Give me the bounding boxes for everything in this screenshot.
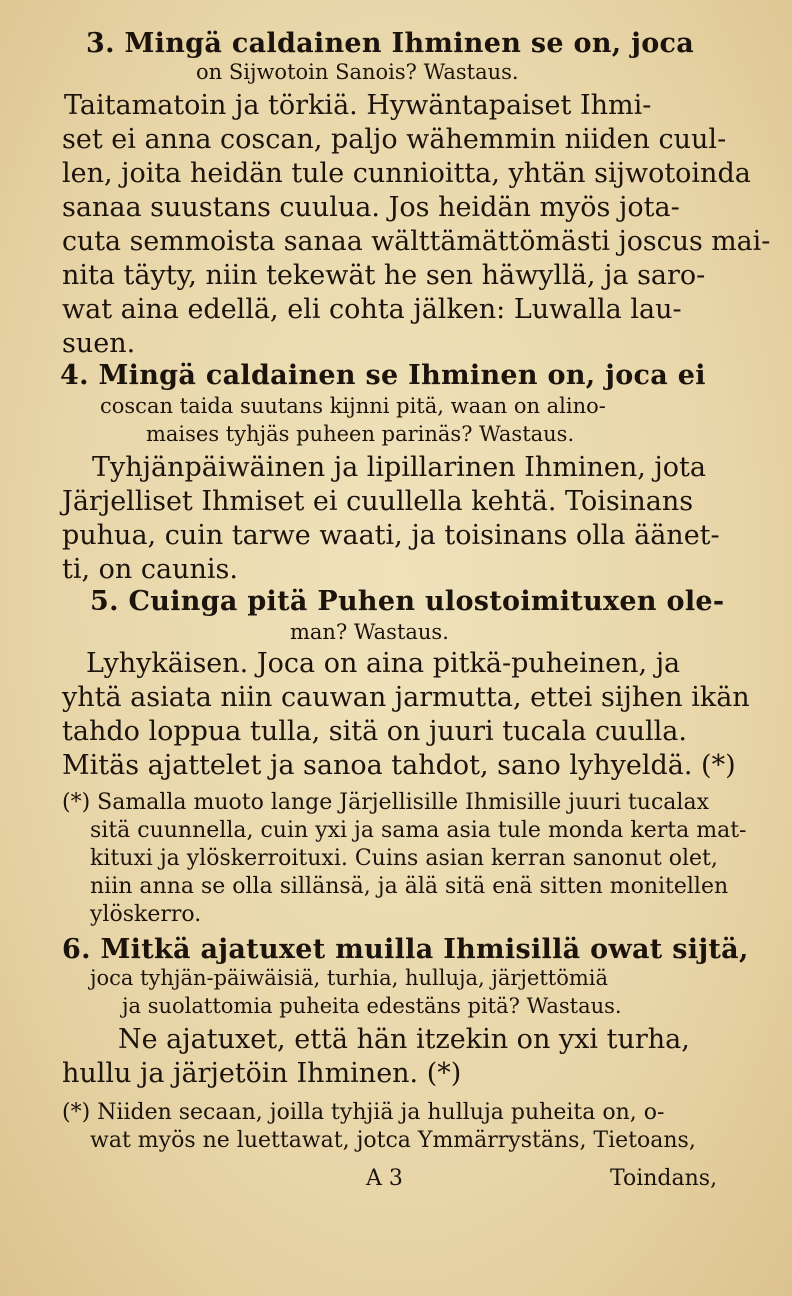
section-6-question-line-2: joca tyhjän-päiwäisiä, turhia, hulluja, järjettömiä (90, 966, 609, 990)
section-3-number: 3. (86, 28, 115, 59)
footnote-1-line-4: niin anna se olla sillänsä, ja älä sitä enä sitten monitellen (90, 874, 729, 899)
section-6-answer-line-1: Ne ajatuxet, että hän itzekin on yxi turha, (118, 1024, 690, 1055)
footnote-1-line-2: sitä cuunnella, cuin yxi ja sama asia tule monda kerta mat- (90, 818, 747, 843)
section-5-question-line-1 (90, 586, 724, 617)
section-5-answer-line-1: Lyhykäisen. Joca on aina pitkä-puheinen, ja (86, 648, 681, 679)
section-4-question-line-3: maises tyhjäs puheen parinäs? Wastaus. (146, 422, 575, 446)
footnote-1-line-1: (*) Samalla muoto lange Järjellisille Ihmisille juuri tucalax (62, 790, 709, 815)
section-6-question-text: Mitkä ajatuxet muilla Ihmisillä owat sijtä, (100, 934, 749, 965)
footnote-2-line-2: wat myös ne luettawat, jotca Ymmärrystäns, Tietoans, (90, 1128, 696, 1153)
section-3-answer-line-2: set ei anna coscan, paljo wähemmin niiden cuul- (62, 124, 727, 155)
section-3-answer-line-6: nita täyty, niin tekewät he sen häwyllä, ja saro- (62, 260, 706, 291)
section-4-answer-line-3: puhua, cuin tarwe waati, ja toisinans olla äänet- (62, 520, 720, 551)
section-3-question-line-2: on Sijwotoin Sanois? Wastaus. (196, 60, 519, 84)
section-3-question-text: Mingä caldainen Ihminen se on, joca (124, 28, 695, 59)
section-3-question-line-1 (86, 28, 694, 59)
section-5-question-text: Cuinga pitä Puhen ulostoimituxen ole- (128, 586, 725, 617)
section-4-question-text: Mingä caldainen se Ihminen on, joca ei (98, 360, 706, 391)
section-5-question-line-2: man? Wastaus. (290, 620, 449, 644)
section-6-answer-line-2: hullu ja järjetöin Ihminen. (*) (62, 1058, 462, 1089)
section-4-answer-line-4: ti, on caunis. (62, 554, 238, 585)
section-6-question-line-1 (62, 934, 749, 965)
section-4-question-line-2: coscan taida suutans kijnni pitä, waan on alino- (100, 394, 606, 418)
catchword: Toindans, (610, 1166, 718, 1191)
section-5-number: 5. (90, 586, 119, 617)
section-5-answer-line-4: Mitäs ajattelet ja sanoa tahdot, sano lyhyeldä. (*) (62, 750, 736, 781)
signature-mark: A 3 (366, 1166, 403, 1191)
section-3-answer-line-1: Taitamatoin ja törkiä. Hywäntapaiset Ihmi- (64, 90, 652, 121)
section-3-answer-line-5: cuta semmoista sanaa wälttämättömästi joscus mai- (62, 226, 771, 257)
section-4-answer-line-2: Järjelliset Ihmiset ei cuullella kehtä. Toisinans (62, 486, 694, 517)
footnote-2-line-1: (*) Niiden secaan, joilla tyhjiä ja hulluja puheita on, o- (62, 1100, 665, 1125)
section-3-answer-line-7: wat aina edellä, eli cohta jälken: Luwalla lau- (62, 294, 682, 325)
section-3-answer-line-8: suen. (62, 328, 136, 359)
section-5-answer-line-2: yhtä asiata niin cauwan jarmutta, ettei sijhen ikän (62, 682, 750, 713)
section-3-answer-line-3: len, joita heidän tule cunnioitta, yhtän sijwotoinda (62, 158, 751, 189)
section-4-question-line-1 (60, 360, 706, 391)
section-5-answer-line-3: tahdo loppua tulla, sitä on juuri tucala cuulla. (62, 716, 687, 747)
section-4-number: 4. (60, 360, 89, 391)
footnote-1-line-3: kituxi ja ylöskerroituxi. Cuins asian kerran sanonut olet, (90, 846, 718, 871)
section-6-number: 6. (62, 934, 91, 965)
footnote-1-line-5: ylöskerro. (90, 902, 202, 927)
section-4-answer-line-1: Tyhjänpäiwäinen ja lipillarinen Ihminen, jota (92, 452, 706, 483)
section-3-answer-line-4: sanaa suustans cuulua. Jos heidän myös jota- (62, 192, 680, 223)
section-6-question-line-3: ja suolattomia puheita edestäns pitä? Wastaus. (122, 994, 622, 1018)
